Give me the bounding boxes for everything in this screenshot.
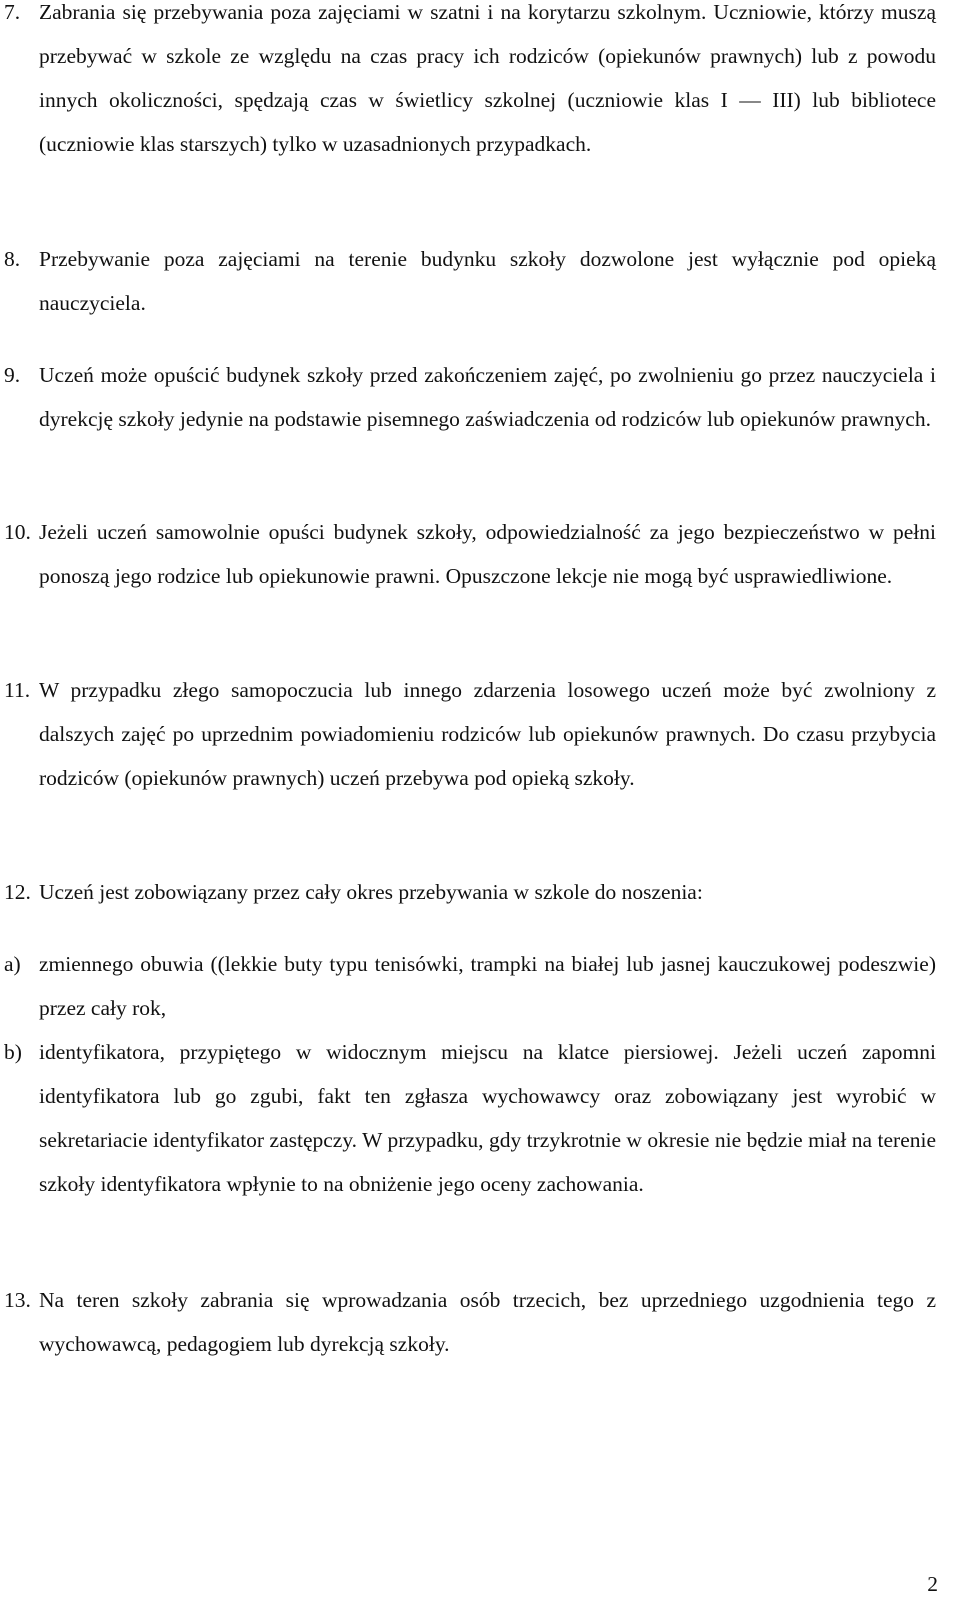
- item-text: W przypadku złego samopoczucia lub innego zdarzenia losowego uczeń może być zwolniony z dalszych zajęć po uprzednim powiadomieniu rodziców lub opiekunów prawnych. Do czasu przybycia rodziców (opiekunów prawnych) uczeń przebywa pod opieką szkoły.: [39, 678, 936, 790]
- sub-item-text: zmiennego obuwia ((lekkie buty typu tenisówki, trampki na białej lub jasnej kauczukowej podeszwie) przez cały rok,: [39, 952, 936, 1020]
- item-text: Uczeń może opuścić budynek szkoły przed zakończeniem zajęć, po zwolnieniu go przez nauczyciela i dyrekcję szkoły jedynie na podstawie pisemnego zaświadczenia od rodziców lub opiekunów prawnych.: [39, 363, 936, 431]
- sub-item-letter: b): [4, 1040, 22, 1064]
- item-text: Na teren szkoły zabrania się wprowadzania osób trzecich, bez uprzedniego uzgodnienia tego z wychowawcą, pedagogiem lub dyrekcją szkoły.: [39, 1288, 936, 1356]
- list-item-7: [4, 0, 936, 166]
- list-item-12: [4, 870, 936, 914]
- list-item-11: [4, 668, 936, 800]
- item-text: Zabrania się przebywania poza zajęciami w szatni i na korytarzu szkolnym. Uczniowie, którzy muszą przebywać w szkole ze względu na czas pracy ich rodziców (opiekunów prawnych) lub z powodu innych okoliczności, spędzają czas w świetlicy szkolnej (uczniowie klas I — III) lub bibliotece (uczniowie klas starszych) tylko w uzasadnionych przypadkach.: [39, 0, 936, 156]
- item-number: 12.: [4, 880, 31, 904]
- item-number: 10.: [4, 520, 31, 544]
- item-number: 7.: [4, 0, 21, 24]
- item-number: 8.: [4, 247, 21, 271]
- item-number: 13.: [4, 1288, 31, 1312]
- sub-item-b: [4, 1030, 936, 1206]
- list-item-13: [4, 1278, 936, 1366]
- item-text: Przebywanie poza zajęciami na terenie budynku szkoły dozwolone jest wyłącznie pod opieką nauczyciela.: [39, 247, 936, 315]
- item-number: 9.: [4, 363, 21, 387]
- sub-item-a: [4, 942, 936, 1030]
- list-item-8: [4, 237, 936, 325]
- sub-item-text: identyfikatora, przypiętego w widocznym miejscu na klatce piersiowej. Jeżeli uczeń zapomni identyfikatora lub go zgubi, fakt ten zgłasza wychowawcy oraz zobowiązany jest wyrobić w sekretariacie identyfikator zastępczy. W przypadku, gdy trzykrotnie w okresie nie będzie miał na terenie szkoły identyfikatora wpłynie to na obniżenie jego oceny zachowania.: [39, 1040, 936, 1196]
- item-number: 11.: [4, 678, 31, 702]
- page-number: 2: [927, 1572, 938, 1596]
- item-text: Uczeń jest zobowiązany przez cały okres przebywania w szkole do noszenia:: [39, 880, 703, 904]
- sub-item-letter: a): [4, 952, 21, 976]
- list-item-10: [4, 510, 936, 598]
- list-item-9: [4, 353, 936, 441]
- item-text: Jeżeli uczeń samowolnie opuści budynek szkoły, odpowiedzialność za jego bezpieczeństwo w pełni ponoszą jego rodzice lub opiekunowie prawni. Opuszczone lekcje nie mogą być usprawiedliwione.: [39, 520, 936, 588]
